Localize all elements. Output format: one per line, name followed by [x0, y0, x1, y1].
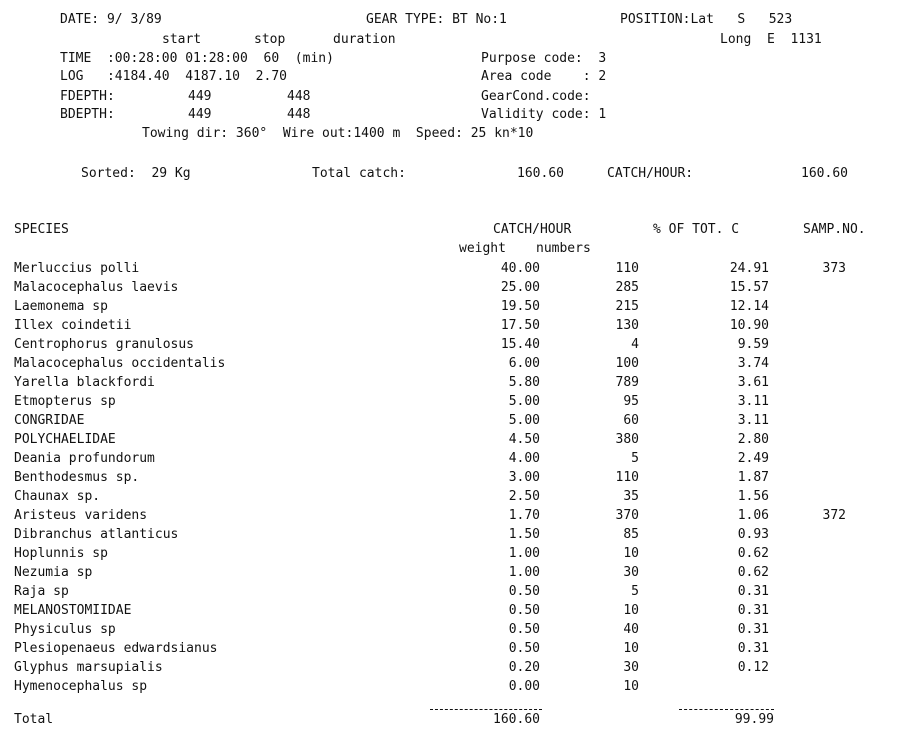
species-name: Dibranchus atlanticus	[14, 527, 179, 542]
pct-value: 3.74	[737, 356, 769, 371]
weight-value: 17.50	[500, 318, 540, 333]
pct-value: 1.87	[737, 470, 769, 485]
species-name: Illex coindetii	[14, 318, 132, 333]
weight-value: 5.80	[508, 375, 540, 390]
weight-value: 1.00	[508, 565, 540, 580]
numbers-value: 35	[623, 489, 639, 504]
species-name: Plesiopenaeus edwardsianus	[14, 641, 218, 656]
col-species-header: SPECIES	[14, 222, 69, 237]
total-label: Total	[14, 712, 54, 727]
pct-value: 1.06	[737, 508, 769, 523]
area-code-field: Area code : 2	[481, 69, 607, 84]
col-start-label: start	[162, 32, 202, 47]
pct-value: 15.57	[729, 280, 769, 295]
pct-value: 0.31	[737, 641, 769, 656]
weight-value: 25.00	[500, 280, 540, 295]
species-name: POLYCHAELIDAE	[14, 432, 116, 447]
numbers-value: 40	[623, 622, 639, 637]
total-pct: 99.99	[734, 712, 774, 727]
species-name: Etmopterus sp	[14, 394, 116, 409]
numbers-value: 10	[623, 641, 639, 656]
towing-row: Towing dir: 360° Wire out:1400 m Speed: 25 kn*10	[142, 126, 534, 141]
pct-value: 2.49	[737, 451, 769, 466]
fdepth-start: 449	[188, 89, 212, 104]
species-name: Hymenocephalus sp	[14, 679, 148, 694]
total-catch-label: Total catch:	[312, 166, 406, 181]
species-name: CONGRIDAE	[14, 413, 85, 428]
numbers-value: 110	[615, 261, 639, 276]
numbers-value: 60	[623, 413, 639, 428]
weight-value: 3.00	[508, 470, 540, 485]
numbers-value: 10	[623, 679, 639, 694]
species-name: Laemonema sp	[14, 299, 108, 314]
numbers-value: 30	[623, 660, 639, 675]
numbers-value: 789	[615, 375, 639, 390]
gear-type-field: GEAR TYPE: BT No:1	[366, 12, 507, 27]
weight-value: 5.00	[508, 394, 540, 409]
pct-value: 3.11	[737, 413, 769, 428]
numbers-value: 10	[623, 546, 639, 561]
col-pct-header: % OF TOT. C	[653, 222, 740, 237]
species-name: Physiculus sp	[14, 622, 116, 637]
time-row: TIME :00:28:00 01:28:00 60 (min)	[60, 51, 334, 66]
pct-value: 0.12	[737, 660, 769, 675]
sorted-field: Sorted: 29 Kg	[81, 166, 191, 181]
weight-value: 1.50	[508, 527, 540, 542]
numbers-value: 5	[631, 584, 639, 599]
numbers-value: 215	[615, 299, 639, 314]
numbers-value: 100	[615, 356, 639, 371]
numbers-value: 370	[615, 508, 639, 523]
catch-hour-value: 160.60	[801, 166, 848, 181]
pct-value: 10.90	[729, 318, 769, 333]
weight-value: 0.00	[508, 679, 540, 694]
total-catch-value: 160.60	[517, 166, 564, 181]
numbers-value: 85	[623, 527, 639, 542]
species-name: Malacocephalus occidentalis	[14, 356, 226, 371]
pct-value: 0.62	[737, 546, 769, 561]
weight-value: 4.00	[508, 451, 540, 466]
species-name: Benthodesmus sp.	[14, 470, 140, 485]
pct-value: 24.91	[729, 261, 769, 276]
bdepth-label: BDEPTH:	[60, 107, 115, 122]
bdepth-start: 449	[188, 107, 212, 122]
weight-value: 4.50	[508, 432, 540, 447]
pct-value: 3.11	[737, 394, 769, 409]
date-field: DATE: 9/ 3/89	[60, 12, 162, 27]
pct-value: 12.14	[729, 299, 769, 314]
numbers-value: 5	[631, 451, 639, 466]
weight-value: 0.50	[508, 584, 540, 599]
weight-value: 0.50	[508, 622, 540, 637]
species-name: Hoplunnis sp	[14, 546, 108, 561]
pct-value: 1.56	[737, 489, 769, 504]
purpose-code-field: Purpose code: 3	[481, 51, 607, 66]
pct-value: 0.31	[737, 584, 769, 599]
weight-value: 6.00	[508, 356, 540, 371]
numbers-value: 110	[615, 470, 639, 485]
position-lat-field: POSITION:Lat S 523	[620, 12, 793, 27]
species-name: Malacocephalus laevis	[14, 280, 179, 295]
position-long-field: Long E 1131	[720, 32, 822, 47]
col-catch-hour-header: CATCH/HOUR	[493, 222, 572, 237]
species-name: Centrophorus granulosus	[14, 337, 195, 352]
pct-value: 0.31	[737, 622, 769, 637]
weight-value: 5.00	[508, 413, 540, 428]
weight-value: 1.70	[508, 508, 540, 523]
fdepth-label: FDEPTH:	[60, 89, 115, 104]
samp-no-value: 372	[822, 508, 846, 523]
validity-code-field: Validity code: 1	[481, 107, 607, 122]
weight-value: 2.50	[508, 489, 540, 504]
weight-value: 0.50	[508, 641, 540, 656]
weight-value: 0.20	[508, 660, 540, 675]
species-name: Raja sp	[14, 584, 69, 599]
col-samp-header: SAMP.NO.	[803, 222, 866, 237]
pct-value: 9.59	[737, 337, 769, 352]
sub-numbers-header: numbers	[536, 241, 591, 256]
samp-no-value: 373	[822, 261, 846, 276]
weight-value: 40.00	[500, 261, 540, 276]
species-name: MELANOSTOMIIDAE	[14, 603, 132, 618]
species-name: Merluccius polli	[14, 261, 140, 276]
total-weight: 160.60	[493, 712, 540, 727]
pct-value: 3.61	[737, 375, 769, 390]
numbers-value: 285	[615, 280, 639, 295]
gearcond-code-field: GearCond.code:	[481, 89, 591, 104]
bdepth-stop: 448	[287, 107, 311, 122]
fdepth-stop: 448	[287, 89, 311, 104]
species-name: Yarella blackfordi	[14, 375, 155, 390]
numbers-value: 30	[623, 565, 639, 580]
pct-value: 0.93	[737, 527, 769, 542]
sub-weight-header: weight	[459, 241, 506, 256]
species-name: Aristeus varidens	[14, 508, 148, 523]
pct-value: 2.80	[737, 432, 769, 447]
col-stop-label: stop	[254, 32, 286, 47]
weight-value: 19.50	[500, 299, 540, 314]
numbers-value: 95	[623, 394, 639, 409]
total-weight-rule	[430, 709, 542, 710]
total-pct-rule	[679, 709, 774, 710]
catch-hour-label: CATCH/HOUR:	[607, 166, 694, 181]
pct-value: 0.62	[737, 565, 769, 580]
numbers-value: 10	[623, 603, 639, 618]
species-name: Glyphus marsupialis	[14, 660, 163, 675]
numbers-value: 130	[615, 318, 639, 333]
weight-value: 1.00	[508, 546, 540, 561]
col-duration-label: duration	[333, 32, 396, 47]
weight-value: 15.40	[500, 337, 540, 352]
log-row: LOG :4184.40 4187.10 2.70	[60, 69, 287, 84]
species-name: Nezumia sp	[14, 565, 93, 580]
species-name: Chaunax sp.	[14, 489, 101, 504]
pct-value: 0.31	[737, 603, 769, 618]
weight-value: 0.50	[508, 603, 540, 618]
species-name: Deania profundorum	[14, 451, 155, 466]
numbers-value: 380	[615, 432, 639, 447]
numbers-value: 4	[631, 337, 639, 352]
